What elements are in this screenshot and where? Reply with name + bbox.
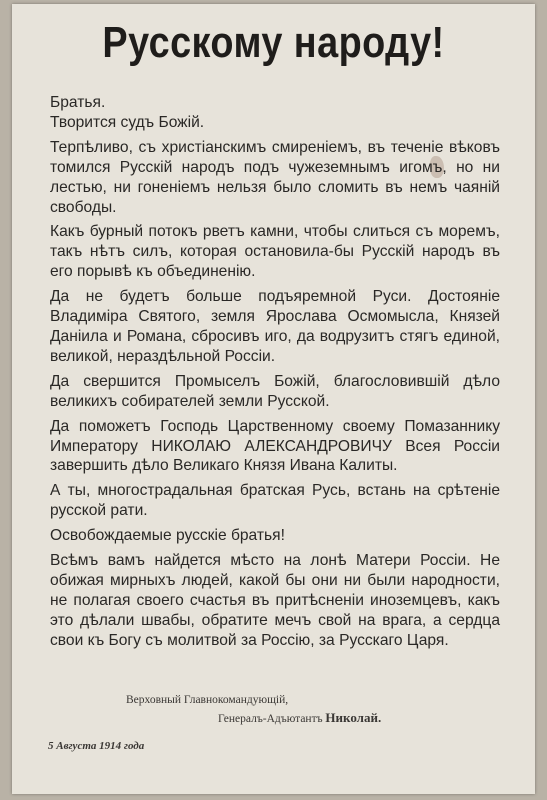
paragraph-rise-rus: А ты, многострадальная братская Русь, встань на срѣтенiе русской рати.	[50, 482, 500, 520]
paragraph-no-subjugated-rus: Да не будетъ больше подъяремной Руси. Достоянiе Владиміра Святого, земля Ярослава Осмомысла, Князей Даніила и Романа, сбросивъ иго, да водрузитъ стягъ единой, великой, нераздѣльной Россіи.	[50, 288, 500, 365]
proclamation-date: 5 Августа 1914 года	[48, 740, 145, 752]
signature-block	[126, 691, 506, 728]
paragraph-torrent: Какъ бурный потокъ рветъ камни, чтобы слиться съ моремъ, такъ нѣтъ силъ, которая остановила-бы Русскій народъ въ его порывѣ къ объединенію.	[50, 223, 500, 281]
signature-line	[126, 709, 506, 728]
signature-name: Николай.	[325, 710, 382, 725]
poster-sheet	[12, 4, 535, 794]
signature-rank: Генералъ-Адъютантъ	[218, 713, 323, 725]
paragraph-providence: Да свершится Промыселъ Божій, благословившій дѣло великихъ собирателей земли Русской.	[50, 372, 500, 410]
paragraph-place-for-all: Всѣмъ вамъ найдется мѣсто на лонѣ Матери Россіи. Не обижая мирныхъ людей, какой бы они ни были народности, не полагая своего счастья въ притѣсненіи иноземцевъ, какъ это дѣлали швабы, обратите мечъ свой на врага, а сердца свои къ Богу съ молитвой за Россію, за Русскаго Царя.	[50, 552, 500, 649]
paragraph-emperor: Да поможетъ Господь Царственному своему Помазаннику Императору НИКОЛАЮ АЛЕКСАНДРОВИЧУ Всея Россіи завершить дѣло Великаго Князя Ивана Калиты.	[50, 417, 500, 475]
paragraph-judgment: Творится судъ Божій.	[50, 113, 205, 131]
proclamation-body	[50, 93, 500, 651]
paragraph-liberated-brothers: Освобождаемые русскіе братья!	[50, 527, 285, 545]
poster-title: Русскому народу!	[102, 18, 445, 67]
paragraph-patience: Терпѣливо, съ христіанскимъ смиренiемъ, въ теченiе вѣковъ томился Русскій народъ подъ чужеземнымъ игомъ, но ни лестью, ни гоненiемъ нельзя было сломить въ немъ чаяній свободы.	[50, 138, 500, 216]
signature-title: Верховный Главнокомандующій,	[126, 694, 289, 706]
paragraph-greeting: Братья.	[50, 94, 106, 111]
